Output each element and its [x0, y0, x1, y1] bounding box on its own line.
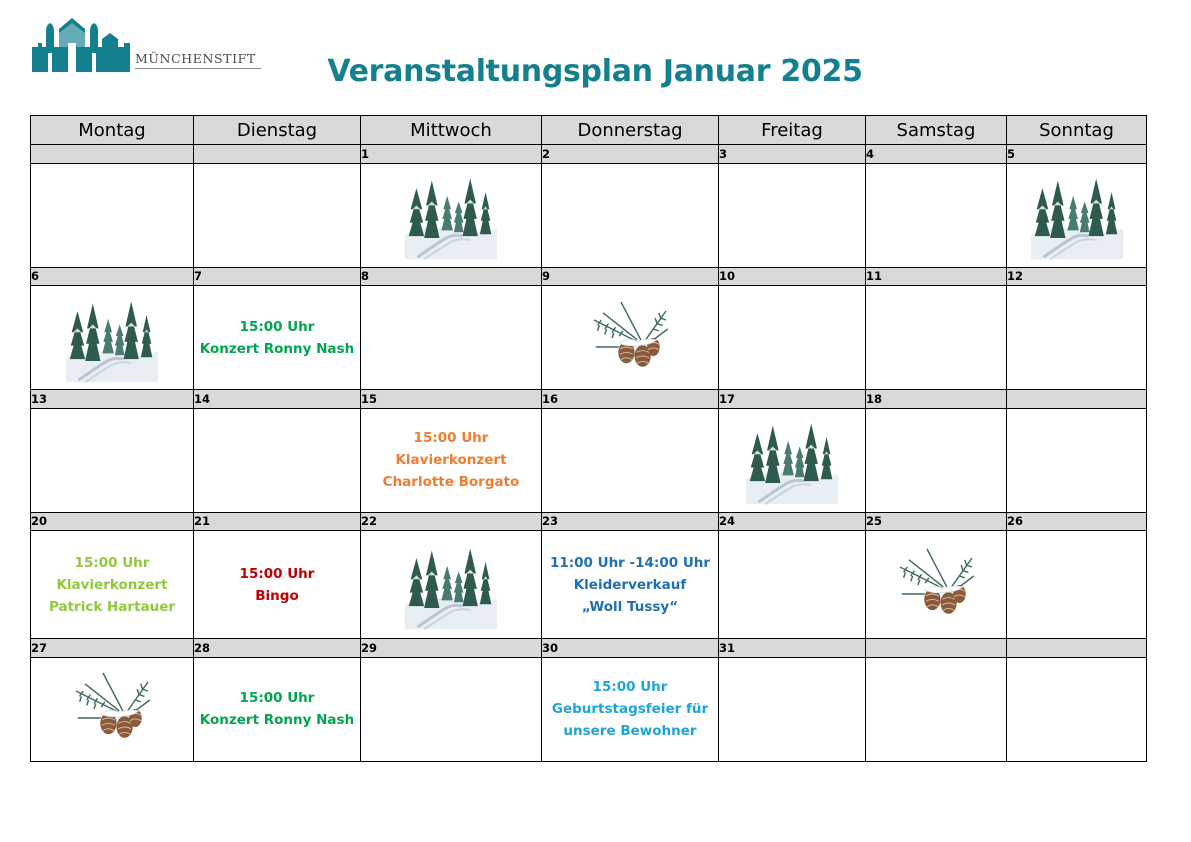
event — [194, 563, 360, 607]
day-cell — [194, 163, 361, 267]
day-cell — [361, 163, 542, 267]
day-cell — [31, 657, 194, 761]
day-cell — [361, 657, 542, 761]
day-cell — [194, 657, 361, 761]
event-description: Charlotte Borgato — [382, 474, 520, 491]
date-number: 27 — [31, 639, 194, 658]
week-row — [31, 657, 1147, 761]
day-cell — [1007, 408, 1147, 512]
day-cell — [361, 408, 542, 512]
date-number: 12 — [1007, 267, 1147, 286]
day-cell — [361, 286, 542, 390]
date-number-row — [31, 639, 1147, 658]
date-number — [1007, 390, 1147, 409]
winter-forest-icon — [62, 290, 162, 386]
date-number: 21 — [194, 512, 361, 531]
week-row — [31, 531, 1147, 639]
calendar-table — [30, 115, 1147, 762]
day-cell — [31, 163, 194, 267]
day-cell — [866, 163, 1007, 267]
date-number: 17 — [719, 390, 866, 409]
day-cell — [719, 286, 866, 390]
event-description: „Woll Tussy“ — [581, 598, 679, 615]
weekday-header: Montag — [31, 116, 194, 145]
event-time: 15:00 Uhr — [239, 690, 315, 707]
day-cell — [866, 286, 1007, 390]
date-number: 31 — [719, 639, 866, 658]
day-cell — [1007, 657, 1147, 761]
day-cell — [866, 408, 1007, 512]
week-row — [31, 163, 1147, 267]
pine-cones-icon — [62, 664, 162, 754]
day-cell — [719, 408, 866, 512]
weekday-header: Sonntag — [1007, 116, 1147, 145]
date-number: 11 — [866, 267, 1007, 286]
date-number: 13 — [31, 390, 194, 409]
day-cell — [542, 286, 719, 390]
date-number-row — [31, 267, 1147, 286]
date-number: 2 — [542, 145, 719, 164]
date-number-row — [31, 145, 1147, 164]
event — [194, 316, 360, 360]
weekday-header: Dienstag — [194, 116, 361, 145]
event-description: Konzert Ronny Nash — [199, 712, 355, 729]
logo — [32, 17, 264, 73]
date-number: 22 — [361, 512, 542, 531]
event-description: Klavierkonzert — [395, 452, 507, 469]
day-cell — [719, 531, 866, 639]
event — [194, 687, 360, 731]
day-cell — [542, 163, 719, 267]
event-time: 15:00 Uhr — [239, 565, 315, 582]
weekday-header: Donnerstag — [542, 116, 719, 145]
date-number — [1007, 639, 1147, 658]
event-description: Patrick Hartauer — [48, 598, 176, 615]
event-description: Kleiderverkauf — [573, 576, 687, 593]
weekday-header: Freitag — [719, 116, 866, 145]
date-number — [31, 145, 194, 164]
pine-cones-icon — [580, 293, 680, 383]
date-number: 6 — [31, 267, 194, 286]
day-cell — [719, 163, 866, 267]
date-number: 10 — [719, 267, 866, 286]
event-description: Bingo — [255, 587, 299, 604]
date-number: 5 — [1007, 145, 1147, 164]
date-number: 15 — [361, 390, 542, 409]
day-cell — [194, 286, 361, 390]
date-number — [866, 639, 1007, 658]
day-cell — [31, 408, 194, 512]
day-cell — [1007, 163, 1147, 267]
event-time: 15:00 Uhr — [592, 679, 668, 696]
event-description: unsere Bewohner — [563, 723, 697, 740]
date-number: 29 — [361, 639, 542, 658]
event — [542, 552, 718, 618]
day-cell — [194, 408, 361, 512]
date-number: 16 — [542, 390, 719, 409]
date-number: 28 — [194, 639, 361, 658]
date-number-row — [31, 390, 1147, 409]
event-description: Geburtstagsfeier für — [551, 701, 709, 718]
day-cell — [361, 531, 542, 639]
winter-forest-icon — [401, 167, 501, 263]
day-cell — [1007, 286, 1147, 390]
date-number: 30 — [542, 639, 719, 658]
date-number: 8 — [361, 267, 542, 286]
week-row — [31, 408, 1147, 512]
logo-skyline-icon — [32, 17, 130, 73]
weekday-header: Mittwoch — [361, 116, 542, 145]
weekday-header-row — [31, 116, 1147, 145]
date-number: 20 — [31, 512, 194, 531]
event-time: 15:00 Uhr — [239, 318, 315, 335]
date-number: 23 — [542, 512, 719, 531]
date-number — [194, 145, 361, 164]
day-cell — [542, 531, 719, 639]
date-number: 1 — [361, 145, 542, 164]
event-description: Klavierkonzert — [56, 576, 168, 593]
date-number: 7 — [194, 267, 361, 286]
day-cell — [1007, 531, 1147, 639]
winter-forest-icon — [401, 537, 501, 633]
date-number: 24 — [719, 512, 866, 531]
event — [542, 676, 718, 742]
winter-forest-icon — [1027, 167, 1127, 263]
logo-text: MÜNCHENSTIFT — [135, 51, 256, 66]
date-number: 3 — [719, 145, 866, 164]
day-cell — [31, 531, 194, 639]
page-title: Veranstaltungsplan Januar 2025 — [327, 54, 863, 89]
weekday-header: Samstag — [866, 116, 1007, 145]
day-cell — [866, 531, 1007, 639]
event-description: Konzert Ronny Nash — [199, 340, 355, 357]
date-number: 25 — [866, 512, 1007, 531]
date-number: 18 — [866, 390, 1007, 409]
date-number: 26 — [1007, 512, 1147, 531]
winter-forest-icon — [742, 412, 842, 508]
day-cell — [866, 657, 1007, 761]
logo-underline — [135, 68, 261, 69]
event-time: 15:00 Uhr — [413, 430, 489, 447]
date-number-row — [31, 512, 1147, 531]
week-row — [31, 286, 1147, 390]
day-cell — [719, 657, 866, 761]
event-time: 11:00 Uhr -14:00 Uhr — [549, 554, 711, 571]
date-number: 4 — [866, 145, 1007, 164]
date-number: 14 — [194, 390, 361, 409]
event — [361, 427, 541, 493]
day-cell — [31, 286, 194, 390]
event — [31, 552, 193, 618]
date-number: 9 — [542, 267, 719, 286]
pine-cones-icon — [886, 540, 986, 630]
day-cell — [542, 408, 719, 512]
day-cell — [194, 531, 361, 639]
event-time: 15:00 Uhr — [74, 554, 150, 571]
day-cell — [542, 657, 719, 761]
